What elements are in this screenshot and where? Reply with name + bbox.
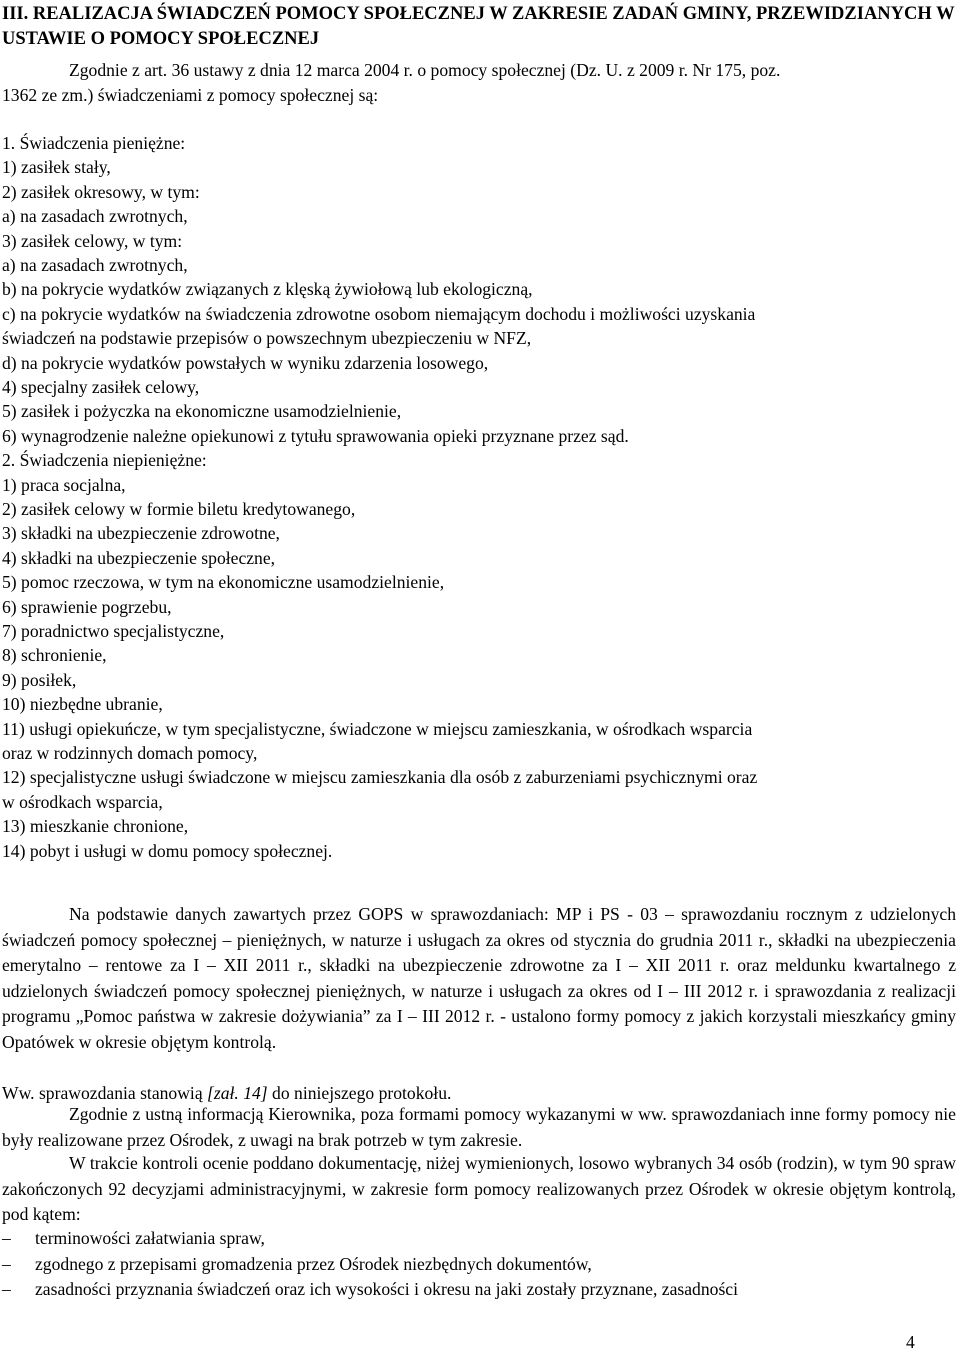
list-line: 1) zasiłek stały,: [2, 157, 111, 178]
list-line: 14) pobyt i usługi w domu pomocy społecznej.: [2, 840, 333, 861]
list-line: c) na pokrycie wydatków na świadczenia zdrowotne osobom niemającym dochodu i możliwości uzyskania: [2, 303, 756, 324]
list-line: a) na zasadach zwrotnych,: [2, 255, 188, 275]
attachment-ref: [zał. 14]: [207, 1083, 268, 1103]
list-line: 3) składki na ubezpieczenie zdrowotne,: [2, 523, 280, 544]
criteria-item: [2, 1252, 956, 1278]
criteria-list: [2, 1226, 956, 1303]
list-line: 4) specjalny zasiłek celowy,: [2, 377, 200, 397]
list-line: 5) pomoc rzeczowa, w tym na ekonomiczne usamodzielnienie,: [2, 572, 445, 593]
dash-marker: –: [2, 1253, 11, 1274]
list-line: 8) schronienie,: [2, 645, 107, 666]
list-line: w ośrodkach wsparcia,: [2, 791, 163, 812]
list-line: 1) praca socjalna,: [2, 474, 126, 495]
criteria-item-text: zgodnego z przepisami gromadzenia przez Ośrodek niezbędnych dokumentów,: [35, 1253, 592, 1274]
paragraph-reports: [2, 902, 956, 1055]
list-line: 5) zasiłek i pożyczka na ekonomiczne usamodzielnienie,: [2, 401, 402, 422]
list-line: a) na zasadach zwrotnych,: [2, 206, 188, 227]
page-number: 4: [906, 1332, 915, 1352]
list-line: 13) mieszkanie chronione,: [2, 816, 189, 837]
list-line: 2) zasiłek okresowy, w tym:: [2, 181, 200, 202]
list-line: 12) specjalistyczne usługi świadczone w miejscu zamieszkania dla osób z zaburzeniami psychicznymi oraz: [2, 767, 758, 788]
list-line: 9) posiłek,: [2, 669, 77, 690]
list-line: 10) niezbędne ubranie,: [2, 694, 163, 715]
list-line: świadczeń na podstawie przepisów o powszechnym ubezpieczeniu w NFZ,: [2, 328, 532, 349]
list-line: 1. Świadczenia pieniężne:: [2, 133, 186, 153]
list-line: 2) zasiłek celowy w formie biletu kredytowanego,: [2, 499, 356, 519]
list-line: 3) zasiłek celowy, w tym:: [2, 230, 183, 251]
dash-marker: –: [2, 1279, 11, 1299]
paragraph-inspection-text: W trakcie kontroli ocenie poddano dokumentację, niżej wymienionych, losowo wybranych 34 osób (rodzin), w tym 90 spraw zakończonych 92 decyzjami administracyjnymi, w zakresie form pomocy realizowanych przez Ośrodek w okresie objętym kontrolą, pod kątem:: [2, 1153, 956, 1224]
list-line: 11) usługi opiekuńcze, w tym specjalistyczne, świadczone w miejscu zamieszkania, w ośrodkach wsparcia: [2, 718, 753, 739]
intro-line-1: Zgodnie z art. 36 ustawy z dnia 12 marca 2004 r. o pomocy społecznej (Dz. U. z 2009 r. Nr 175, poz.: [69, 60, 781, 80]
paragraph-manager-text: Zgodnie z ustną informacją Kierownika, poza formami pomocy wykazanymi w ww. sprawozdaniach inne formy pomocy nie były realizowane przez Ośrodek, z uwagi na brak potrzeb w tym zakresie.: [2, 1104, 956, 1150]
list-line: oraz w rodzinnych domach pomocy,: [2, 743, 258, 763]
attachment-text-end: do niniejszego protokołu.: [267, 1083, 452, 1103]
list-line: 6) sprawienie pogrzebu,: [2, 596, 172, 617]
list-line: 2. Świadczenia niepieniężne:: [2, 450, 207, 471]
intro-line-2: 1362 ze zm.) świadczeniami z pomocy społecznej są:: [2, 85, 379, 105]
list-line: b) na pokrycie wydatków związanych z klęską żywiołową lub ekologiczną,: [2, 279, 533, 300]
list-line: 4) składki na ubezpieczenie społeczne,: [2, 547, 276, 568]
paragraph-inspection: [2, 1151, 956, 1228]
paragraph-manager-info: [2, 1102, 956, 1153]
criteria-item-text: terminowości załatwiania spraw,: [35, 1228, 265, 1248]
attachment-text-start: Ww. sprawozdania stanowią: [2, 1083, 208, 1103]
list-line: 7) poradnictwo specjalistyczne,: [2, 621, 225, 641]
list-line: d) na pokrycie wydatków powstałych w wyniku zdarzenia losowego,: [2, 352, 489, 373]
dash-marker: –: [2, 1228, 11, 1248]
criteria-item: [2, 1277, 956, 1303]
list-line: 6) wynagrodzenie należne opiekunowi z tytułu sprawowania opieki przyznane przez sąd.: [2, 425, 629, 446]
criteria-item-text: zasadności przyznania świadczeń oraz ich wysokości i okresu na jaki zostały przyznane, zasadności: [35, 1279, 738, 1299]
paragraph-reports-text: Na podstawie danych zawartych przez GOPS w sprawozdaniach: MP i PS - 03 – sprawozdaniu rocznym z udzielonych świadczeń pomocy społecznej – pieniężnych, w naturze i usługach za okres od stycznia do grudnia 2011 r., składki na ubezpieczenia emerytalno – rentowe za I – XII 2011 r., składki na ubezpieczenie zdrowotne za I – XII 2011 r. oraz meldunku kwartalnego z udzielonych świadczeń pomocy społecznej pieniężnych, w naturze i usługach za okres od I – III 2012 r. i sprawozdania z realizacji programu „Pomoc państwa w zakresie dożywiania” za I – III 2012 r. - ustalono formy pomocy z jakich korzystali mieszkańcy gminy Opatówek w okresie objętym kontrolą.: [2, 904, 956, 1052]
section-heading: III. REALIZACJA ŚWIADCZEŃ POMOCY SPOŁECZNEJ W ZAKRESIE ZADAŃ GMINY, PRZEWIDZIANYCH W USTAWIE O POMOCY SPOŁECZNEJ: [2, 4, 955, 49]
criteria-item: [2, 1226, 956, 1252]
